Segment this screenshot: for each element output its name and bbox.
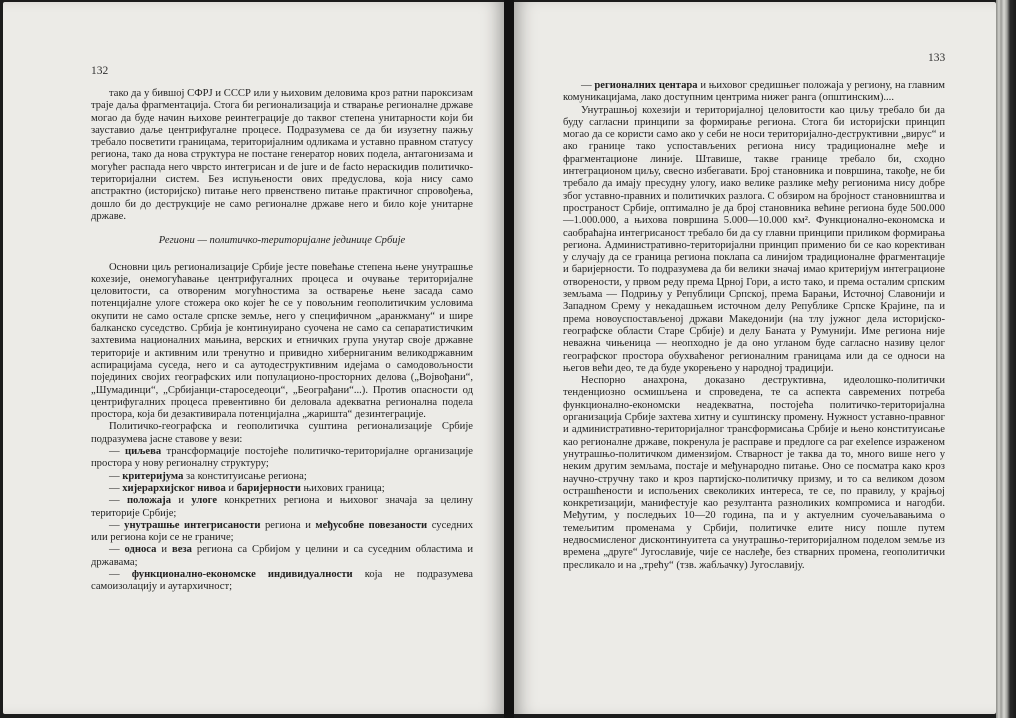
list-item: — унутрашње интегрисаности региона и међусобне повезаности суседних или региона који се не граниче; <box>91 519 473 544</box>
paragraph: Политичко-географска и геополитичка суштина регионализације Србије подразумева јасне ставове у вези: <box>91 421 473 445</box>
list-item: — критеријума за конституисање региона; <box>109 470 307 482</box>
criteria-list <box>91 446 473 594</box>
right-page <box>514 2 996 714</box>
right-page-text <box>563 80 945 572</box>
left-page-text <box>91 88 473 594</box>
paragraph: Неспорно анахрона, доказано деструктивна, идеолошко-политички тенденциозно осмишљена и спроведена, те са аспекта савремених потреба функционално-економски неадекватна, постојећа политичко-територијална организација Србије захтева хитну и суштинску промену. Нужност уставно-правног и административно-територијалног трансформисања Србије и њено конституисање као регионалне државе, покренула је расправе и предлоге са par exelence израженом унутрашњо-политичком димензијом. Стварност је таква да то, много више него у неким другим земљама, постаје и међународно питање. Оно се посматра како кроз научно-стручну тако и кроз партијско-политичку призму, и то са великом дозом острашћености и испољених свеколиких интереса, те се, по правилу, у крајњој конкретизацији, манифестује као резултанта разноликих компромиса и нагодби. Међутим, у последњих 10—20 година, па и у актуелним суочељавањима о темељитим променама у Србији, политичке елите нису пошле путем недвосмисленог дисконтинуитета са унутрашњо-територијалном поделом земље из времена „друге“ Југославије, чије се наслеђе, без стварних промена, геополитички пресликало и на „трећу“ (тзв. жабљачку) Југославију. <box>563 375 945 571</box>
list-item: — односа и веза региона са Србијом у целини и са суседним областима и државама; <box>91 544 473 568</box>
list-item: — положаја и улоге конкретних региона и њиховог значаја за целину територије Србије; <box>91 495 473 519</box>
paragraph: Унутрашњој кохезији и територијалној целовитости као циљу требало би да буду сагласни принципи за формирање региона. Стога би историјски принцип могао да се користи само ако у себи не носи територијално-деструктивни „вирус“ и ако границе тако успостављених региона нису традиционалне међе и фрагментационе линије. Штавише, такве границе требало би, сходно интеграционом циљу, свесно избегавати. Број становника и површина, такође, не би требало да имају пресудну улогу, иако велике разлике међу регионима нису добре због уставно-правних и политичких разлога. С обзиром на бројност становништва и пространост Србије, оптимално је да број становника већине региона буде 500.000—1.000.000, а њихова површина 5.000—10.000 км². Функционално-економска и саобраћајна интегрисаност требало би да су главни принципи приликом формирања региона. Административно-територијални принцип применио би се као корективан у случају да се граница региона поклапа са линијом традиционалне фрагментације и баријерности. То подразумева да би велики значај имао критеријум интеграционе отворености, у првом реду према Црној Гори, а исто тако, и према осталим српским земљама — Подрињу у Републици Српској, према Барањи, Источној Славонији и Западном Срему у некадашњем источном делу Републике Српске Крајине, па и према новоуспостављеној држави Македонији (на тлу јужног дела историјско-географске области Старе Србије) и делу Баната у Румунији. Име региона није неважна чињеница — неопходно је да оно угланом буде сагласно називу целог географског простора обухваћеног регионалним границама или да се односи на његов већи део, те да буде укорењено у народној традицији. <box>563 104 945 374</box>
list-item: — циљева трансформације постојеће политичко-територијалне организације простора у нову регионалну структуру; <box>91 446 473 470</box>
list-item: — функционално-економске индивидуалности која не подразумева самоизолацију и аутархичност; <box>91 568 473 593</box>
book-gutter <box>504 0 514 718</box>
page-edges <box>996 0 1016 718</box>
paragraph: Основни циљ регионализације Србије јесте повећање степена њене унутрашње кохезије, онемогућавање центрифугалних процеса и очување територијалне целовитости, са отвореним могућностима за остварење њене засада само потенцијалне улоге стожера око којег ће се у повољним геополитичким условима окупити не само остале српске земље, него у специфичном „аранжману“ и шире балканско суседство. Србија је континуирано суочена не само са сепаратистичким захтевима националних мањина, верских и етничких група унутар своје државне територије и активним или тренутно и привидно хиберниганим великодржавним аспирацијама суседа, него и са аутодеструктивним идејама о самодовољности појединих својих географских или популационо-просторних делова („Војвођани“, „Шумадинци“, „Србијанци-староседеоци“, „Београђани“...). Против опасности од центрифугалних процеса превентивно би деловала адекватна регионална подела простора, која би дезактивирала потенцијална „жаришта“ дезинтеграције. <box>91 261 473 421</box>
list-item: — хијерархијског нивоа и баријерности њихових граница; <box>109 482 385 494</box>
left-page <box>3 2 504 714</box>
paragraph: тако да у бившој СФРЈ и СССР или у њиховим деловима кроз ратни пароксизам траје даља фрагментација. Стога би регионализација и стварање регионалне државе могао да буде начин њихове реинтеграције до таквог степена унитарности који би зауставио даље центрифугалне процесе. Подразумева се да би изузетну пажњу требало посветити границама, територијалним одликама и уставно правном статусу региона, тако да нова структура не постане генератор нових подела, антагонизама и могућег распада него чврсто интегрисан и de jure и de facto нераскидив политичко-територијални систем. Без испуњености ових предуслова, која нису само апстрактно (историјско) питање него првенствено питање практичног спровођења, дошло би до деструкције не само регионалне државе него и било које унитарне државе. <box>91 88 473 222</box>
page-number-left: 132 <box>91 65 109 77</box>
list-item: — регионалних центара и њиховог средишњег положаја у региону, на главним комуникацијама, лако доступним центрима нижег ранга (општинским).... <box>563 80 945 104</box>
section-subtitle: Региони — политичко-територијалне јединице Србије <box>158 235 406 247</box>
page-number-right: 133 <box>928 52 946 64</box>
